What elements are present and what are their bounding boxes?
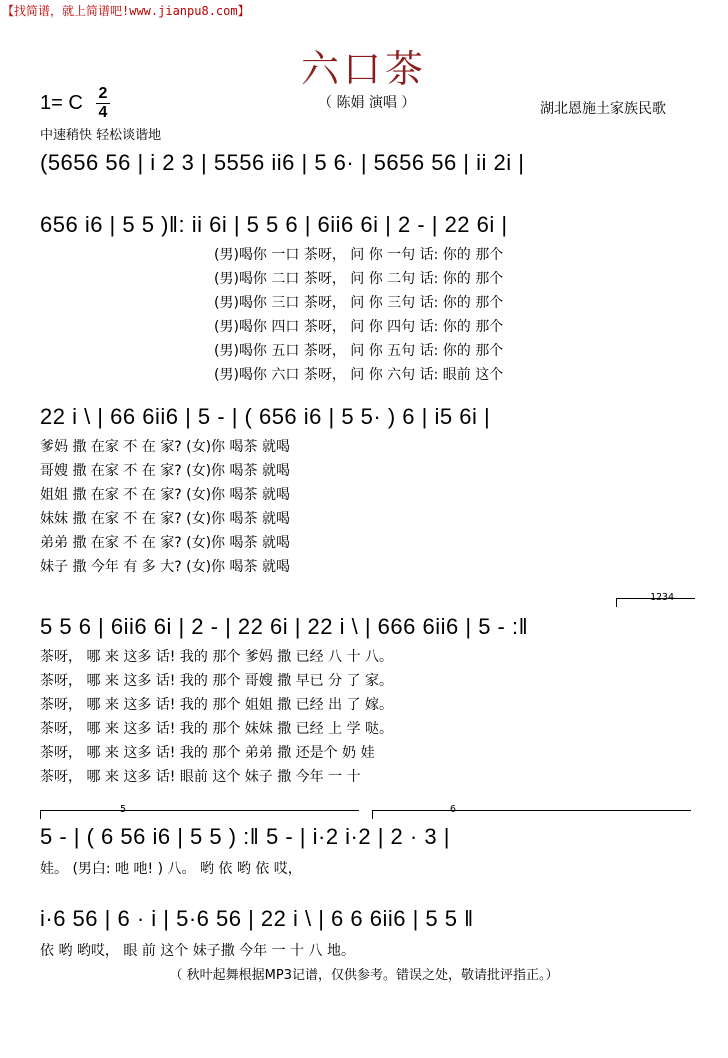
song-title: 六口茶 (300, 47, 427, 91)
volta-number: 6 (450, 804, 457, 815)
tempo-marking: 中速稍快 轻松谈谐地 (40, 128, 162, 143)
lyric-line: 娃。 (男白: 吔 吔! ) 八。 哟 依 哟 依 哎， (40, 861, 302, 877)
lyric-line: 茶呀， 哪 来 这多 话! 我的 那个 哥嫂 撒 早已 分 了 家。 (40, 673, 394, 689)
notation-row-3: 22 i \ | 66 6ii6 | 5 - | ( 656 i6 | 5 5· ) 6 | i5 6i | (40, 404, 491, 429)
notation-row-1: (5656 56 | i 2 3 | 5556 ii6 | 5 6· | 5656 56 | ii 2i | (40, 150, 525, 175)
lyric-line: 弟弟 撒 在家 不 在 家? (女)你 喝茶 就喝 (40, 535, 290, 551)
lyric-line: (男)喝你 三口 茶呀， 问 你 三句 话: 你的 那个 (214, 295, 504, 311)
song-origin: 湖北恩施土家族民歌 (540, 101, 666, 117)
notation-row-6: i·6 56 | 6 · i | 5·6 56 | 22 i \ | 6 6 6ii6 | 5 5 ‖ (40, 906, 474, 931)
notation-row-5: 5 - | ( 6 56 i6 | 5 5 ) :‖ 5 - | i·2 i·2 | 2 · 3 | (40, 824, 450, 849)
transcription-note: （ 秋叶起舞根据MP3记谱，仅供参考。错误之处，敬请批评指正。） (169, 968, 559, 983)
lyric-line: 茶呀， 哪 来 这多 话! 我的 那个 姐姐 撒 已经 出 了 嫁。 (40, 697, 394, 713)
lyric-line: 茶呀， 哪 来 这多 话! 我的 那个 弟弟 撒 还是个 奶 娃 (40, 745, 375, 761)
lyric-line: 妹子 撒 今年 有 多 大? (女)你 喝茶 就喝 (40, 559, 290, 575)
lyric-line: 茶呀， 哪 来 这多 话! 眼前 这个 妹子 撒 今年 一 十 (40, 769, 361, 785)
volta-bracket (40, 810, 359, 819)
lyric-line: 茶呀， 哪 来 这多 话! 我的 那个 爹妈 撒 已经 八 十 八。 (40, 649, 394, 665)
volta-number: 1234 (650, 592, 675, 603)
meter-top: 2 (98, 85, 108, 102)
lyric-line: (男)喝你 四口 茶呀， 问 你 四句 话: 你的 那个 (214, 319, 504, 335)
lyric-line: 哥嫂 撒 在家 不 在 家? (女)你 喝茶 就喝 (40, 463, 290, 479)
lyric-line: (男)喝你 二口 茶呀， 问 你 二句 话: 你的 那个 (214, 271, 504, 287)
singer-credit: （ 陈娟 演唱 ） (318, 95, 416, 111)
notation-row-2: 656 i6 | 5 5 )‖: ii 6i | 5 5 6 | 6ii6 6i | 2 - | 22 6i | (40, 212, 508, 237)
notation-row-4: 5 5 6 | 6ii6 6i | 2 - | 22 6i | 22 i \ | 666 6ii6 | 5 - :‖ (40, 614, 529, 639)
site-banner: 【找简谱，就上简谱吧!www.jianpu8.com】 (2, 4, 250, 18)
lyric-line: (男)喝你 六口 茶呀， 问 你 六句 话: 眼前 这个 (214, 367, 504, 383)
volta-number: 5 (120, 804, 127, 815)
time-signature (96, 86, 110, 121)
volta-bracket (372, 810, 691, 819)
lyric-line: 依 哟 哟哎， 眼 前 这个 妹子撒 今年 一 十 八 地。 (40, 943, 355, 959)
lyric-line: (男)喝你 一口 茶呀， 问 你 一句 话: 你的 那个 (214, 247, 504, 263)
lyric-line: (男)喝你 五口 茶呀， 问 你 五句 话: 你的 那个 (214, 343, 504, 359)
lyric-line: 茶呀， 哪 来 这多 话! 我的 那个 妹妹 撒 已经 上 学 哒。 (40, 721, 394, 737)
lyric-line: 姐姐 撒 在家 不 在 家? (女)你 喝茶 就喝 (40, 487, 290, 503)
key-signature: 1= C (40, 92, 83, 114)
lyric-line: 爹妈 撒 在家 不 在 家? (女)你 喝茶 就喝 (40, 439, 290, 455)
lyric-line: 妹妹 撒 在家 不 在 家? (女)你 喝茶 就喝 (40, 511, 290, 527)
meter-bottom: 4 (98, 104, 108, 121)
